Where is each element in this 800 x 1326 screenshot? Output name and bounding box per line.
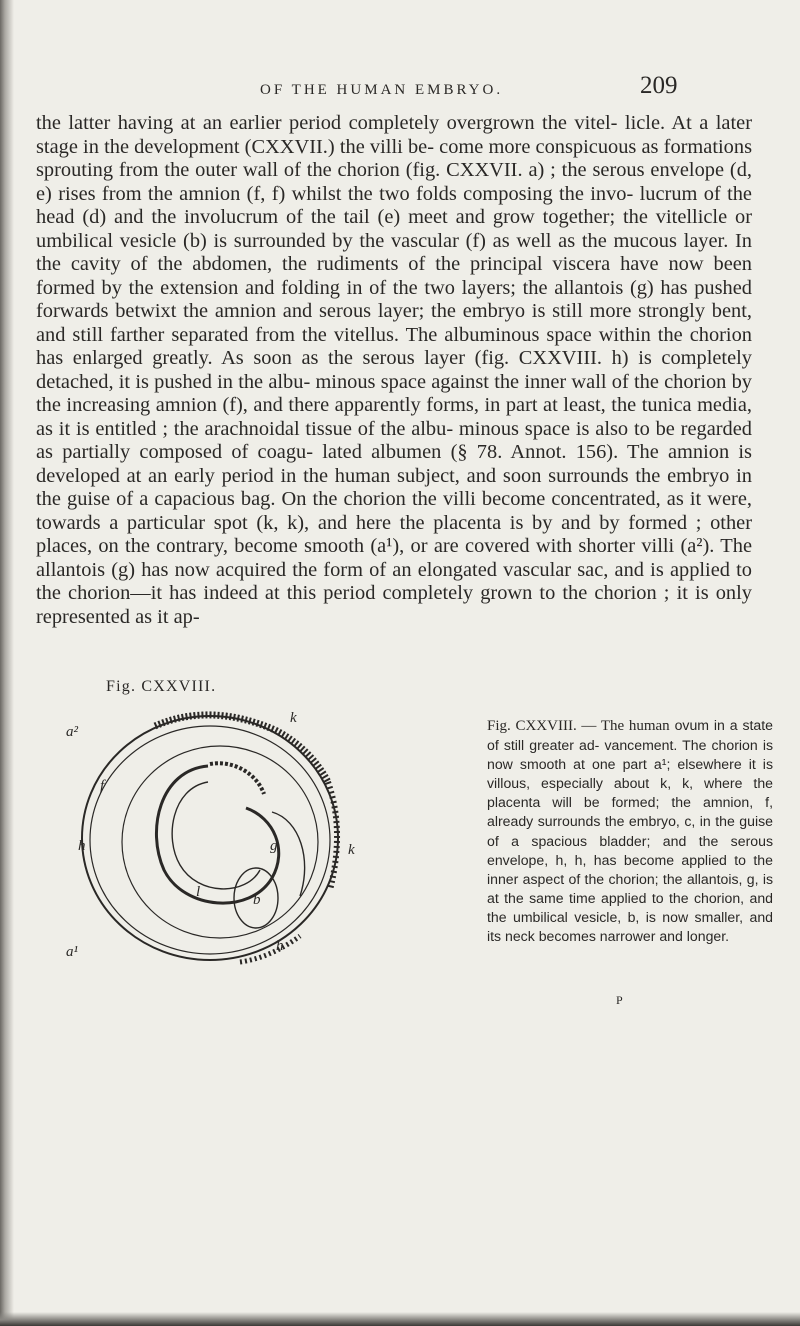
- spine-shadow: [0, 0, 14, 1326]
- figure-title: Fig. CXXVIII.: [106, 678, 217, 695]
- label-b: b: [253, 892, 261, 908]
- page-bottom-edge: [0, 1312, 800, 1326]
- body-paragraph: the latter having at an earlier period completely overgrown the vitel- licle. At a later stage in the development (CXXVII.) the villi be- come more conspicuous as formations sprouting from the outer wall of the chorion (fig. CXXVII. a) ; the serous envelope (d, e) rises from the amnion (f, f) whilst the two folds composing the invo- lucrum of the head (d) and the involucrum of the tail (e) meet and grow together; the vitellicle or umbilical vesicle (b) is surrounded by the vascular (f) as well as the mucous layer. In the cavity of the abdomen, the rudiments of the principal viscera have now been formed by the extension and folding in of the two layers; the allantois (g) has pushed forwards betwixt the amnion and serous layer; the embryo is still more strongly bent, and still farther separated from the vitellus. The albuminous space within the chorion has enlarged greatly. As soon as the serous layer (fig. CXXVIII. h) is completely detached, it is pushed in the albu- minous space against the inner wall of the chorion by the increasing amnion (f), and there apparently forms, in part at least, the tunica media, as it is entitled ; the arachnoidal tissue of the albu- minous space is also to be regarded as partially composed of coagu- lated albumen (§ 78. Annot. 156). The amnion is developed at an early period in the human subject, and soon surrounds the embryo in the guise of a capacious bag. On the chorion the villi become concentrated, as it were, towards a particular spot (k, k), and here the placenta is by and by formed ; other places, on the contrary, become smooth (a¹), or are covered with shorter villi (a²). The allantois (g) has now acquired the form of an elongated vascular sac, and is applied to the chorion—it has indeed at this period completely grown to the chorion ; it is only represented as it ap-: [36, 112, 752, 628]
- signature-mark: P: [616, 993, 623, 1007]
- label-a2: a²: [66, 724, 78, 740]
- label-k-right: k: [348, 842, 355, 858]
- label-k-top: k: [290, 710, 297, 726]
- chorion-villi-bottom: [240, 936, 300, 962]
- running-head: OF THE HUMAN EMBRYO.: [260, 82, 504, 98]
- amnion: [122, 746, 318, 938]
- allantois: [272, 812, 305, 896]
- serous-envelope: [90, 726, 330, 954]
- label-g: g: [270, 838, 278, 854]
- figure-illustration: [60, 700, 360, 990]
- label-l: l: [196, 884, 201, 900]
- label-h: h: [78, 838, 86, 854]
- page-number: 209: [640, 72, 678, 99]
- ovum-diagram: [60, 700, 360, 990]
- caption-text: ovum in a state of still greater ad- vancement. The chorion is now smooth at one part a¹; elsewhere it is villous, especially about k, k, where the placenta will be formed; the amnion, f, already surrounds the embryo, c, in the guise of a spacious bladder; and the serous envelope, h, h, has become applied to the inner aspect of the chorion; the allantois, g, is at the same time applied to the chorion, and the umbilical vesicle, b, is now smaller, and its neck becomes narrower and longer.: [487, 717, 773, 945]
- label-f: f: [100, 778, 105, 794]
- embryo-head-ridge: [210, 763, 264, 794]
- embryo-body: [156, 766, 278, 903]
- label-h-bottom: h: [276, 938, 284, 954]
- label-a1: a¹: [66, 944, 78, 960]
- embryo-inner: [172, 782, 260, 889]
- figure-caption: [487, 716, 773, 946]
- caption-lead: Fig. CXXVIII. — The human: [487, 718, 670, 734]
